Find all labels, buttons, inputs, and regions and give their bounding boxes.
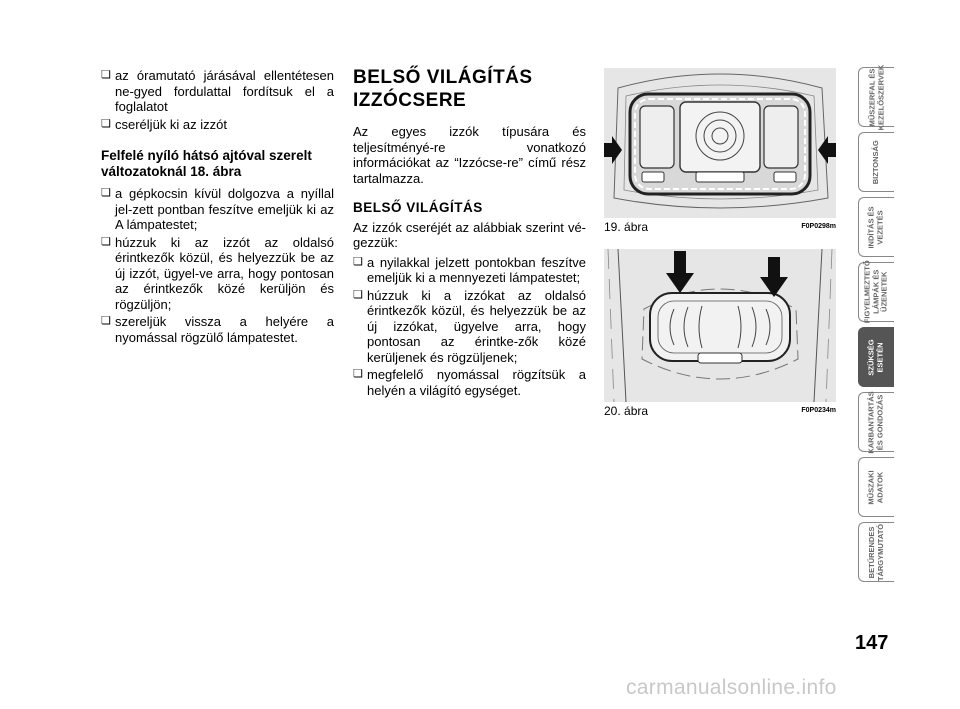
steps-list [353, 255, 586, 399]
tab-inditas[interactable] [858, 197, 894, 257]
tab-label: MŰSZAKI ADATOK [866, 469, 885, 505]
tab-label: FIGYELMEZTETŐ LÁMPÁK ÉS ÜZENETEK [862, 260, 889, 324]
list-item: ❏ húzzuk ki a izzókat az oldalsó érintkezők közül, és helyezzük be az új izzókat, ügyelve arra, hogy pontosan az érintke-zők közé kerüljenek és rögzüljenek; [353, 288, 586, 366]
tab-label: SZÜKSÉG ESETÉN [867, 338, 885, 376]
watermark: carmanualsonline.info [626, 676, 837, 699]
page-number: 147 [855, 632, 889, 654]
rear-light-drawing [604, 249, 836, 402]
title-line: IZZÓCSERE [353, 90, 467, 111]
list-item: ❏ a nyilakkal jelzett pontokban feszítve emeljük ki a mennyezeti lámpatestet; [353, 255, 586, 286]
section-subheading: Felfelé nyíló hátsó ajtóval szerelt változatoknál 18. ábra [101, 148, 312, 179]
top-bullet-list [101, 68, 334, 132]
tab-label: MŰSZERFAL ÉS KEZELŐSZERVEK [867, 64, 885, 130]
list-item: ❏ cseréljük ki az izzót [101, 117, 334, 133]
list-item: ❏ az óramutató járásával ellentétesen ne-gyed fordulattal fordítsuk el a foglalatot [101, 68, 334, 115]
courtesy-light-drawing [604, 68, 836, 218]
tab-muszerfal[interactable] [858, 64, 894, 130]
figure-code: F0P0298m [801, 223, 836, 230]
tab-label: INDÍTÁS ÉS VEZETÉS [867, 205, 885, 249]
figure-19-caption [604, 220, 836, 234]
tab-label: BIZTONSÁG [871, 139, 881, 185]
list-item: ❏ szereljük vissza a helyére a nyomással rögzülő lámpatestet. [101, 314, 334, 345]
page-title [353, 66, 586, 112]
list-item: ❏ megfelelő nyomással rögzítsük a helyén a világító egységet. [353, 367, 586, 398]
lead-paragraph: Az izzók cseréjét az alábbiak szerint vé-gezzük: [353, 219, 586, 250]
figure-code: F0P0234m [801, 407, 836, 414]
tab-biztonsag[interactable] [858, 132, 894, 192]
list-item: ❏ húzzuk ki az izzót az oldalsó érintkezők közül, és helyezzük be az új izzót, ügyel-ve arra, hogy pontosan az érintkezők közé kerüljön és rögzüljön; [101, 235, 334, 313]
tab-figyelmezteto[interactable] [858, 262, 894, 322]
tab-karbantartas[interactable] [858, 392, 894, 452]
figure-20-image [604, 249, 836, 402]
chapter-tabs [858, 64, 894, 587]
section-heading: BELSŐ VILÁGÍTÁS [353, 200, 483, 215]
list-item: ❏ a gépkocsin kívül dolgozva a nyíllal jel-zett pontban feszítve emeljük ki az A lámpatestet; [101, 186, 334, 233]
figure-19-image [604, 68, 836, 218]
figure-20-caption [604, 404, 836, 418]
bottom-bullet-list [101, 186, 334, 345]
title-line: BELSŐ VILÁGÍTÁS [353, 67, 533, 88]
intro-paragraph: Az egyes izzók típusára és teljesítményé-re vonatkozó információkat az “Izzócse-re” című rész tartalmazza. [353, 124, 586, 186]
tab-muszaki-adatok[interactable] [858, 457, 894, 517]
caption-text: 20. ábra [604, 404, 649, 418]
middle-column [353, 66, 586, 400]
tab-targymutato[interactable] [858, 522, 894, 582]
tab-label: KARBANTARTÁS ÉS GONDOZÁS [867, 390, 885, 454]
tab-szukseg-eseten[interactable] [858, 327, 894, 387]
caption-text: 19. ábra [604, 220, 649, 234]
left-column [101, 68, 334, 347]
tab-label: BETŰRENDES TÁRGYMUTATÓ [867, 523, 885, 581]
